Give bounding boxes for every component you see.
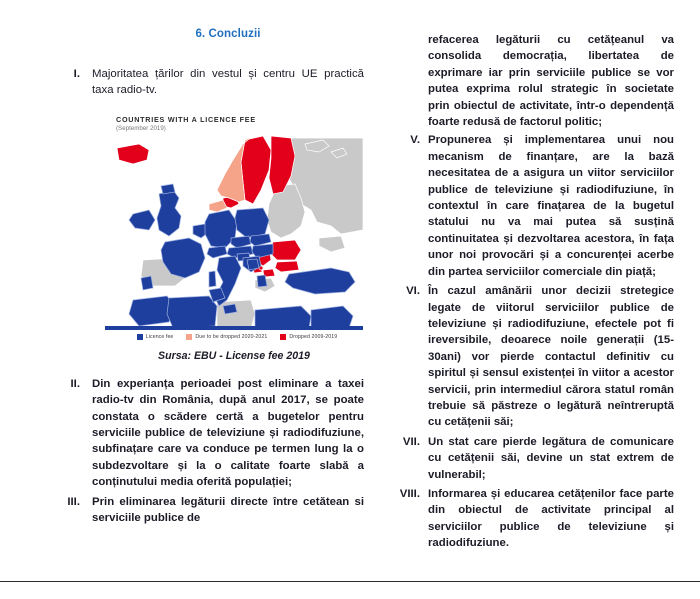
page-title: 6. Concluzii: [195, 28, 261, 40]
legend-label: Due to be dropped 2020-2021: [195, 333, 268, 340]
legend-swatch-due-to-be-dropped: [186, 334, 192, 340]
figure-licence-fee-map: [98, 115, 370, 362]
list-item: [390, 132, 674, 280]
legend-swatch-licence-fee: [137, 334, 143, 340]
legend-item: [186, 334, 267, 340]
continuation-paragraph: refacerea legăturii cu cetățeanul va consolida democrația, libertatea de exprimare iar prin serviciile publice se vor putea exprima rolul strategic în societate prin obiectul de activitate, într-o dependență foarte redusă de factorul politic;: [428, 34, 674, 129]
footer-divider: [0, 581, 700, 582]
list-item: [390, 486, 674, 552]
legend-label: Licence fee: [145, 333, 174, 340]
right-column: [390, 0, 700, 599]
legend-swatch-dropped: [280, 334, 286, 340]
map-subtitle: (September 2019): [116, 124, 166, 132]
list-item: [390, 434, 674, 483]
europe-map-svg: [105, 134, 363, 330]
list-marker: V.: [410, 134, 420, 147]
map-bottom-band: [105, 326, 363, 330]
list-item: [73, 66, 364, 99]
legend-item: [280, 334, 337, 340]
list-marker: VI.: [406, 285, 420, 298]
map-title: COUNTRIES WITH A LICENCE FEE: [116, 114, 256, 124]
legend-item: [137, 334, 174, 340]
figure-caption: Sursa: EBU - License fee 2019: [158, 349, 310, 362]
list-marker: II.: [70, 377, 80, 390]
list-item-text: Informarea și educarea cetățenilor face parte din obiectul de activitate principal al serviciilor publice de televiziune și radiodifuziune.: [428, 487, 674, 550]
list-item-text: Prin eliminarea legăturii directe între cetătean si serviciile publice de: [92, 495, 364, 525]
list-item: [70, 376, 364, 491]
list-item-text: În cazul amânării unor decizii stretegice legate de viitorul serviciilor publice de televiziune și radiodifuziune, efectele pot fi ireversibile, deoarece noile generații (15-30ani) vor pierde contactul definitiv cu spiritul și sensul existenței în viitor a acestor servicii, prin intermediul cărora statul român trebuie să păstreze o legătură neîntreruptă cu cetățenii săi;: [428, 285, 674, 429]
list-item: [390, 283, 674, 431]
list-marker: I.: [73, 68, 80, 80]
list-item-text: Propunerea și implementarea unui nou mecanism de finanțare, are la bază necesitatea de a asigura un viitor serviciilor publice de televiziune și radiodifuziune, în contextul în care finațarea de la bugetul statului nu va mai putea să susțină continuitatea și dezvoltarea acestora, în fața unor noi provocări și a concurenței acerbe din partea serviciilor comerciale din piață;: [428, 134, 674, 278]
list-marker: III.: [67, 495, 80, 508]
europe-map-image: [105, 134, 363, 330]
map-legend: [98, 334, 370, 340]
list-item-text: Un stat care pierde legătura de comunicare cu cetățenii săi, devine un stat extrem de vulnerabil;: [428, 435, 674, 481]
list-marker: VIII.: [399, 487, 420, 500]
legend-label: Dropped 2009-2019: [289, 333, 338, 340]
list-item-text: Majoritatea țărilor din vestul și centru UE practică taxa radio-tv.: [92, 68, 364, 97]
list-marker: VII.: [402, 435, 420, 448]
list-item-text: Din experianța perioadei post eliminare a taxei radio-tv din România, după anul 2017, se poate constata o scădere certă a bugetelor pentru serviciile publice de televiziune și radiodifuziune, subfinațare care va conduce pe termen lung la o subdezvoltare și la o calitate foarte slabă a conținutului media oferită populației;: [92, 377, 364, 489]
list-item: [67, 494, 364, 527]
